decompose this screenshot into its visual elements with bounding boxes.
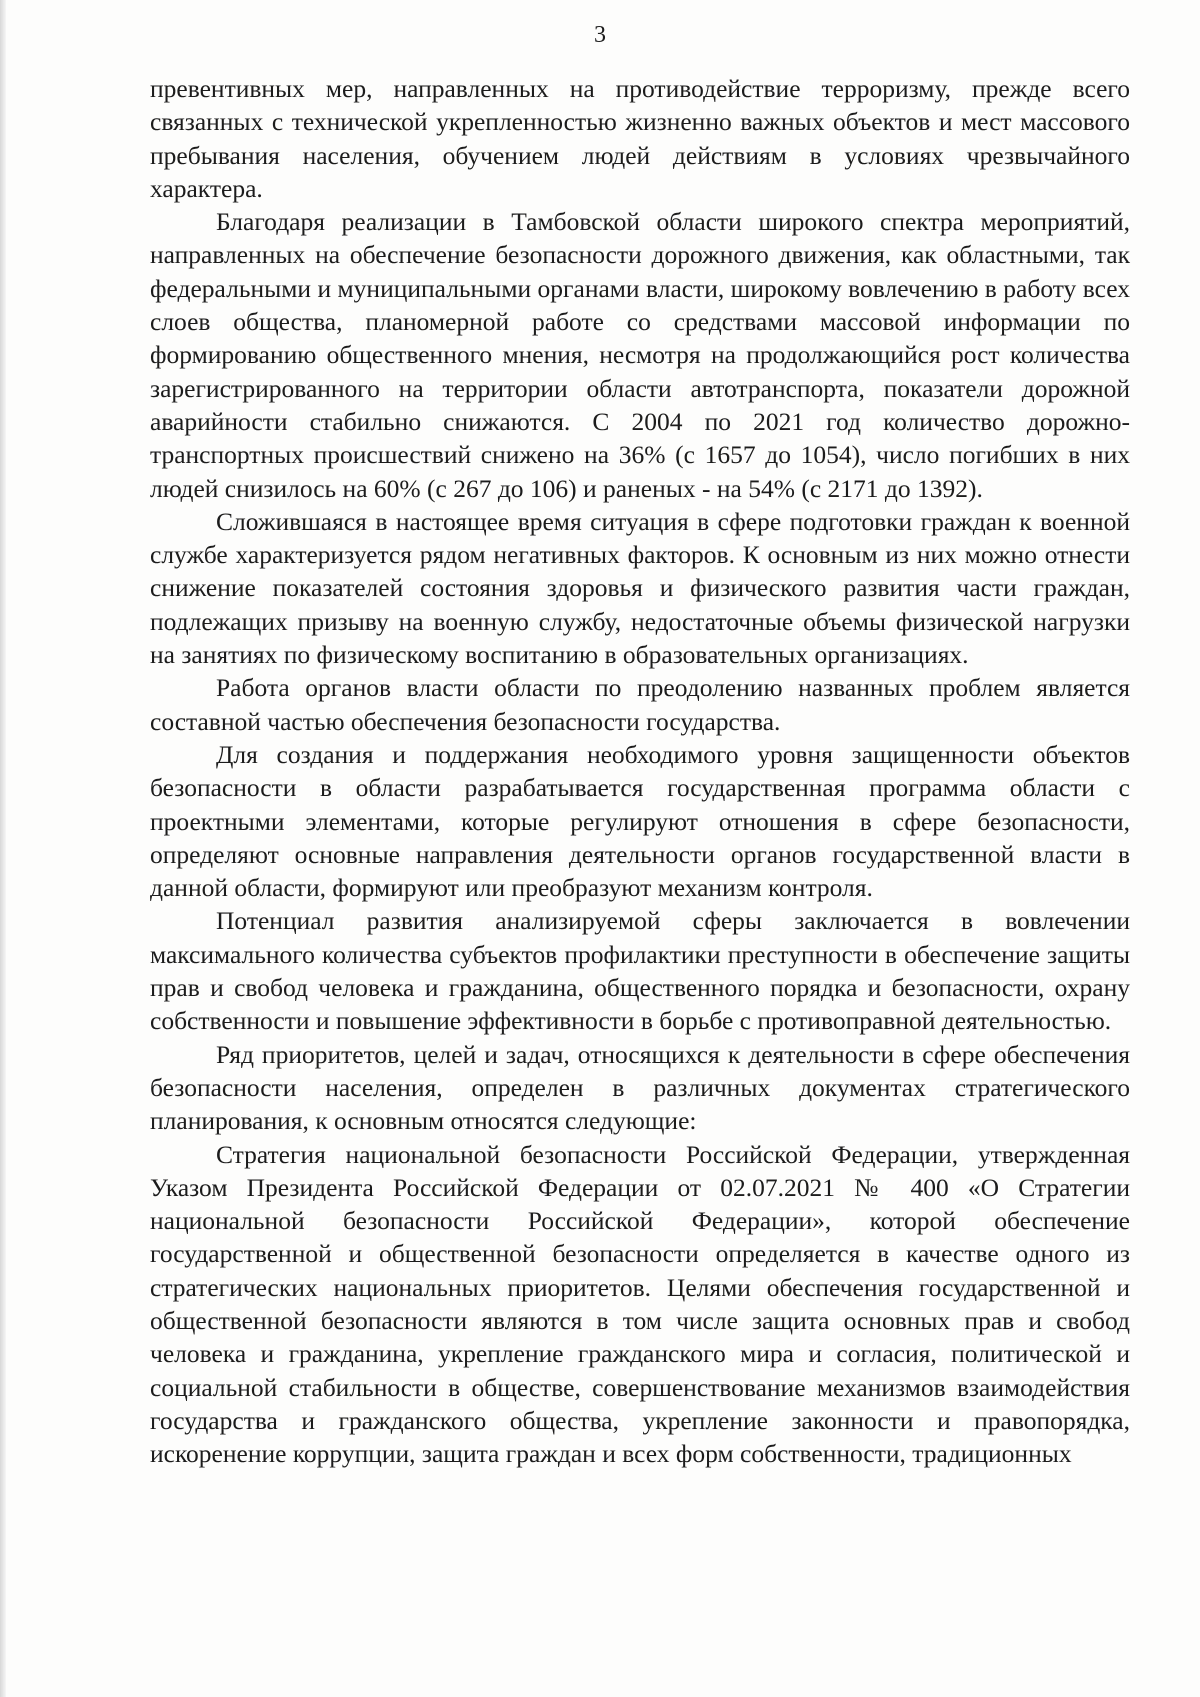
paragraph-national-strategy: Стратегия национальной безопасности Российской Федерации, утвержденная Указом Президента Российской Федерации от 02.07.2021 № 400 «О Стратегии национальной безопасности Российской Федерации», которой обеспечение государственной и общественной безопасности определяется в качестве одного из стратегических национальных приоритетов. Целями обеспечения государственной и общественной безопасности являются в том числе защита основных прав и свобод человека и гражданина, укрепление гражданского мира и согласия, политической и социальной стабильности в обществе, совершенствование механизмов взаимодействия государства и гражданского общества, укрепление законности и правопорядка, искоренение коррупции, защита граждан и всех форм собственности, традиционных [150, 1139, 1130, 1469]
page-number: 3 [594, 22, 606, 48]
paragraph-continuation: превентивных мер, направленных на противодействие терроризму, прежде всего связанных с технической укрепленностью жизненно важных объектов и мест массового пребывания населения, обучением людей действиям в условиях чрезвычайного характера. [150, 74, 1130, 203]
paragraph-road-safety: Благодаря реализации в Тамбовской области широкого спектра мероприятий, направленных на обеспечение безопасности дорожного движения, как областными, так федеральными и муниципальными органами власти, широкому вовлечению в работу всех слоев общества, планомерной работе со средствами массовой информации по формированию общественного мнения, несмотря на продолжающийся рост количества зарегистрированного на территории области автотранспорта, показатели дорожной аварийности стабильно снижаются. С 2004 по 2021 год количество дорожно-транспортных происшествий снижено на 36% (с 1657 до 1054), число погибших в них людей снизилось на 60% (с 267 до 106) и раненых - на 54% (с 2171 до 1392). [150, 207, 1130, 503]
paragraph-authorities-work: Работа органов власти области по преодолению названных проблем является составной частью обеспечения безопасности государства. [150, 673, 1130, 736]
document-body [150, 72, 1130, 1470]
paragraph-state-program: Для создания и поддержания необходимого уровня защищенности объектов безопасности в области разрабатывается государственная программа области с проектными элементами, которые регулируют отношения в сфере безопасности, определяют основные направления деятельности органов государственной власти в данной области, формируют или преобразуют механизм контроля. [150, 739, 1130, 903]
paragraph-priorities: Ряд приоритетов, целей и задач, относящихся к деятельности в сфере обеспечения безопасности населения, определен в различных документах стратегического планирования, к основным относятся следующие: [150, 1039, 1130, 1136]
paragraph-development-potential: Потенциал развития анализируемой сферы заключается в вовлечении максимального количества субъектов профилактики преступности в обеспечение защиты прав и свобод человека и гражданина, общественного порядка и безопасности, охрану собственности и повышение эффективности в борьбе с противоправной деятельностью. [150, 906, 1130, 1036]
scan-edge [0, 0, 6, 1697]
paragraph-military-training: Сложившаяся в настоящее время ситуация в сфере подготовки граждан к военной службе характеризуется рядом негативных факторов. К основным из них можно отнести снижение показателей состояния здоровья и физического развития части граждан, подлежащих призыву на военную службу, недостаточные объемы физической нагрузки на занятиях по физическому воспитанию в образовательных организациях. [150, 506, 1130, 670]
